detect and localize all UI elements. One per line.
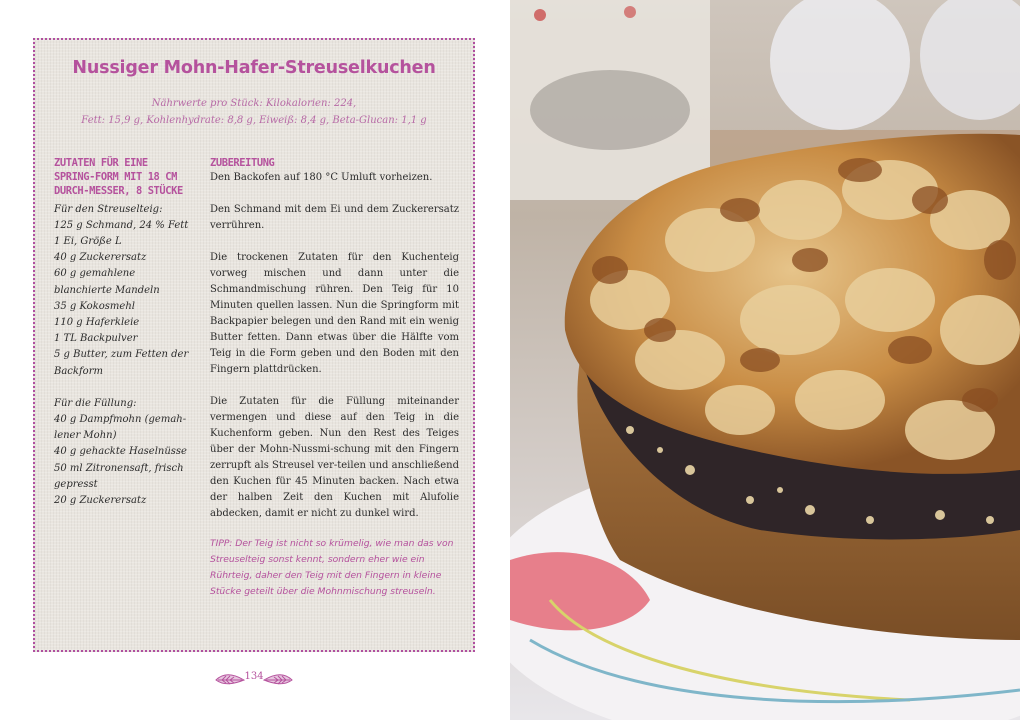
step-paragraph: Den Schmand mit dem Ei und dem Zuckerersatz verrühren.: [210, 204, 459, 232]
ingredient-list: [54, 202, 194, 510]
list-item: 1 TL Backpulver: [54, 333, 138, 345]
list-item: 60 g gemahlene blanchierte Mandeln: [54, 268, 160, 296]
list-item: 40 g Zuckerersatz: [54, 252, 147, 264]
ingredients-heading: ZUTATEN FÜR EINE SPRING-FORM MIT 18 CM DURCH-MESSER, 8 STÜCKE: [54, 157, 183, 198]
step-paragraph: Die Zutaten für die Füllung miteinander vermengen und diese auf den Teig in die Kuchenform geben. Nun den Rest des Teiges über der Mohn-Nussmi-schung mit den Fingern zerrupft als Streusel ver-teilen und anschließend den Kuchen für 45 Minuten backen. Nach etwa der halben Zeit den Kuchen mit Alufolie abdecken, damit er nicht zu dunkel wird.: [210, 396, 459, 520]
list-item: Für die Füllung:: [54, 397, 137, 409]
list-item: 125 g Schmand, 24 % Fett: [54, 219, 189, 231]
tip-text: TIPP: Der Teig ist nicht so krümelig, wie man das von Streuselteig sonst kennt, sondern eher wie ein Rührteig, daher den Teig mit den Fingern in kleine Stücke geteilt über die Mohnmischung streuseln.: [210, 538, 454, 598]
preparation-heading: ZUBEREITUNG: [210, 157, 275, 169]
list-item: 1 Ei, Größe L: [54, 236, 122, 248]
list-spacer: [54, 380, 194, 396]
recipe-title: Nussiger Mohn-Hafer-Streuselkuchen: [72, 58, 436, 78]
list-item: 110 g Haferkleie: [54, 317, 140, 329]
nutrition-line-1: Nährwerte pro Stück: Kilokalorien: 224,: [151, 98, 357, 109]
preparation-column: [210, 156, 459, 600]
step-paragraph: Den Backofen auf 180 °C Umluft vorheizen.: [210, 172, 433, 184]
nutrition-info: [35, 96, 473, 129]
list-item: 35 g Kokosmehl: [54, 300, 135, 312]
page-footer: [214, 668, 294, 694]
list-item: Für den Streuselteig:: [54, 203, 163, 215]
list-item: 40 g gehackte Haselnüsse: [54, 446, 187, 458]
list-item: 40 g Dampfmohn (gemah-lener Mohn): [54, 414, 187, 442]
nutrition-line-2: Fett: 15,9 g, Kohlenhydrate: 8,8 g, Eiweiß: 8,4 g, Beta-Glucan: 1,1 g: [81, 114, 427, 126]
step-paragraph: Die trockenen Zutaten für den Kuchenteig vorweg mischen und dann unter die Schmandmischung rühren. Den Teig für 10 Minuten quellen lassen. Nun die Springform mit Backpapier belegen und den Rand mit ein wenig Butter fetten. Dann etwas über die Hälfte vom Teig in die Form geben und den Boden mit den Fingern plattdrücken.: [210, 252, 459, 376]
cake-photo: [510, 0, 1020, 720]
page-number: 134: [244, 671, 264, 682]
list-item: 20 g Zuckerersatz: [54, 495, 147, 507]
recipe-card: [33, 38, 475, 652]
list-item: 50 ml Zitronensaft, frisch gepresst: [54, 462, 184, 490]
ingredients-column: [54, 156, 194, 509]
list-item: 5 g Butter, zum Fetten der Backform: [54, 349, 189, 377]
